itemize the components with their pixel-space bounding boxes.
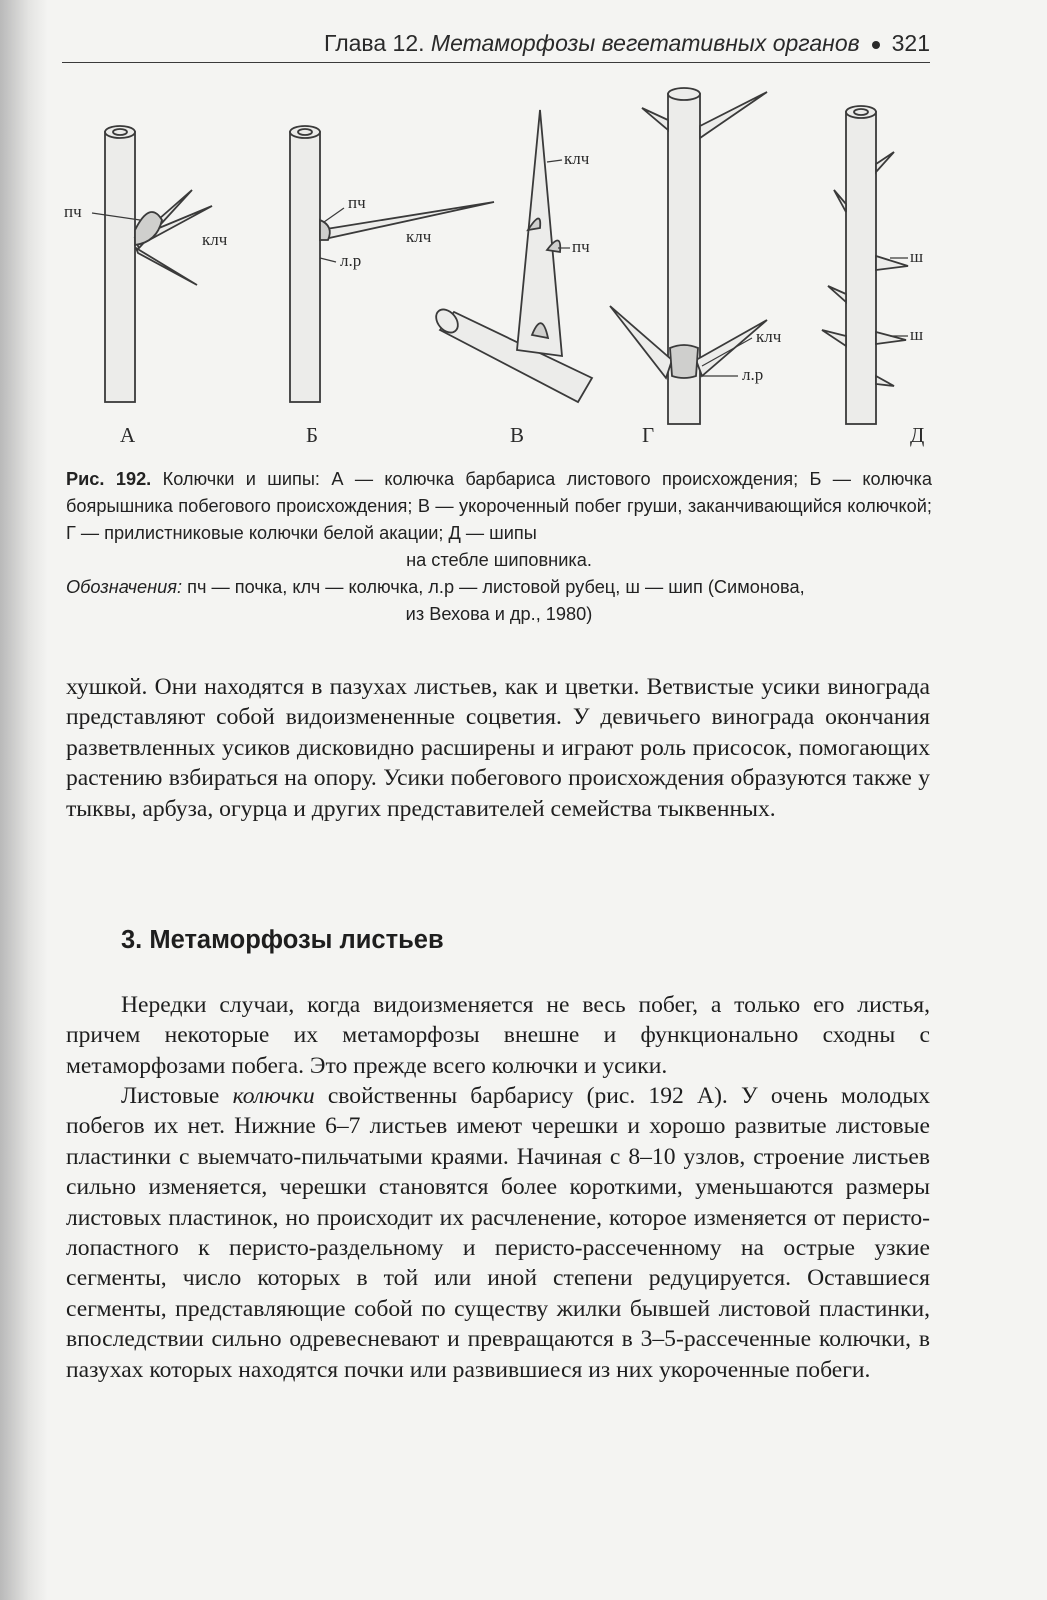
stem [290,132,320,402]
stem-cut [290,126,320,138]
figure-192 [62,80,942,452]
label-bud: пч [348,193,366,212]
prickle [876,332,906,344]
legend-text: пч — почка, клч — колючка, л.р — листовой рубец, ш — шип (Симонова, [187,577,805,597]
prickle [822,330,846,346]
panel-letter-a: А [120,423,136,447]
chapter-title: Метаморфозы вегетативных органов [430,30,860,56]
prickle [876,376,894,386]
label-leaf-scar: л.р [742,365,764,384]
paragraph-intro: Нередки случаи, когда видоизменяется не весь побег, а только его листья, причем некоторые их метаморфозы внешне и функционально сходны с метаморфозами побега. Это прежде всего колючки и усики. [66,992,930,1079]
figure-caption [66,466,932,628]
stem [846,112,876,424]
spine [642,108,668,130]
panel-letter-b: Б [306,423,319,447]
caption-text-end: на стебле шиповника. [406,550,592,570]
label-prickle: ш [910,247,924,266]
paragraph-continuation: хушкой. Они находятся в пазухах листьев, как и цветки. Ветвистые усики винограда представляют собой видоизмененные соцветия. У девичьего винограда окончания разветвленных усиков дисковидно расширены и играют роль присосок, помогающих растению взбираться на опору. Усики побегового происхождения образуются также у тыквы, арбуза, огурца и других представителей семейства тыквенных. [66,674,930,822]
paragraph-spines-rest: свойственны барбарису (рис. 192 А). У очень молодых побегов их нет. Нижние 6–7 листьев имеют черешки и хорошо развитые листовые пластинки с выемчато-пильчатыми краями. Начиная с 8–10 узлов, строение листьев сильно изменяется, черешки становятся более короткими, уменьшаются размеры листовых пластинок, но происходит их расчленение, которое изменяется от перисто-лопастного к перисто-раздельному и перисто-рассеченному на острые узкие сегменты, число которых в той или иной степени редуцируется. Оставшиеся сегменты, представляющие собой по существу жилки бывшей листовой пластинки, впоследствии сильно одревесневают и превращаются в 3–5-рассеченные колючки, в пазухах которых находятся почки или развившиеся из них укороченные побеги. [66,1083,930,1383]
label-bud: пч [572,237,590,256]
spine [700,92,767,138]
short-shoot [517,110,562,356]
panel-d-drawing [822,106,908,424]
panel-letter-g: Г [642,423,655,447]
leaf-scar [670,345,698,378]
label-spine: клч [756,327,782,346]
bud [135,212,162,245]
chapter-number: Глава 12. [324,30,425,56]
bud [320,220,330,240]
paragraph-spines-start: Листовые [121,1083,233,1109]
label-spine: клч [202,230,228,249]
prickle [834,190,846,212]
page-number: 321 [891,30,930,56]
running-header [62,28,930,63]
spine [136,248,197,285]
branch [440,312,592,402]
figure-number: Рис. 192. [66,469,152,489]
stem-cut [846,106,876,118]
stem [105,132,135,402]
stem-cut [105,126,135,138]
legend-text-end: из Вехова и др., 1980) [405,604,593,624]
paragraph-spines [66,1081,930,1385]
prickle [828,286,846,302]
legend-label: Обозначения: [66,577,183,597]
section-heading: 3. Метаморфозы листьев [121,926,444,954]
label-spine: клч [564,149,590,168]
panel-a-drawing [105,126,212,402]
spine [610,306,672,378]
caption-text: Колючки и шипы: А — колючка барбариса листового происхождения; Б — колючка боярышника побегового происхождения; В — укороченный побег груши, заканчивающийся колючкой; Г — прилистниковые колючки белой акации; Д — шипы [66,469,932,543]
bullet-separator [872,41,880,49]
panel-letter-d: Д [910,423,925,447]
prickle [876,152,894,172]
label-spine: клч [406,227,432,246]
term-spines: колючки [232,1083,315,1109]
label-prickle: ш [910,325,924,344]
page-edge-shadow [0,0,48,1600]
panel-letter-v: В [510,423,525,447]
stem-cut [668,88,700,100]
label-bud: пч [64,202,82,221]
panel-b-drawing [290,126,494,402]
figure-illustration [62,80,942,452]
label-leaf-scar: л.р [340,251,362,270]
